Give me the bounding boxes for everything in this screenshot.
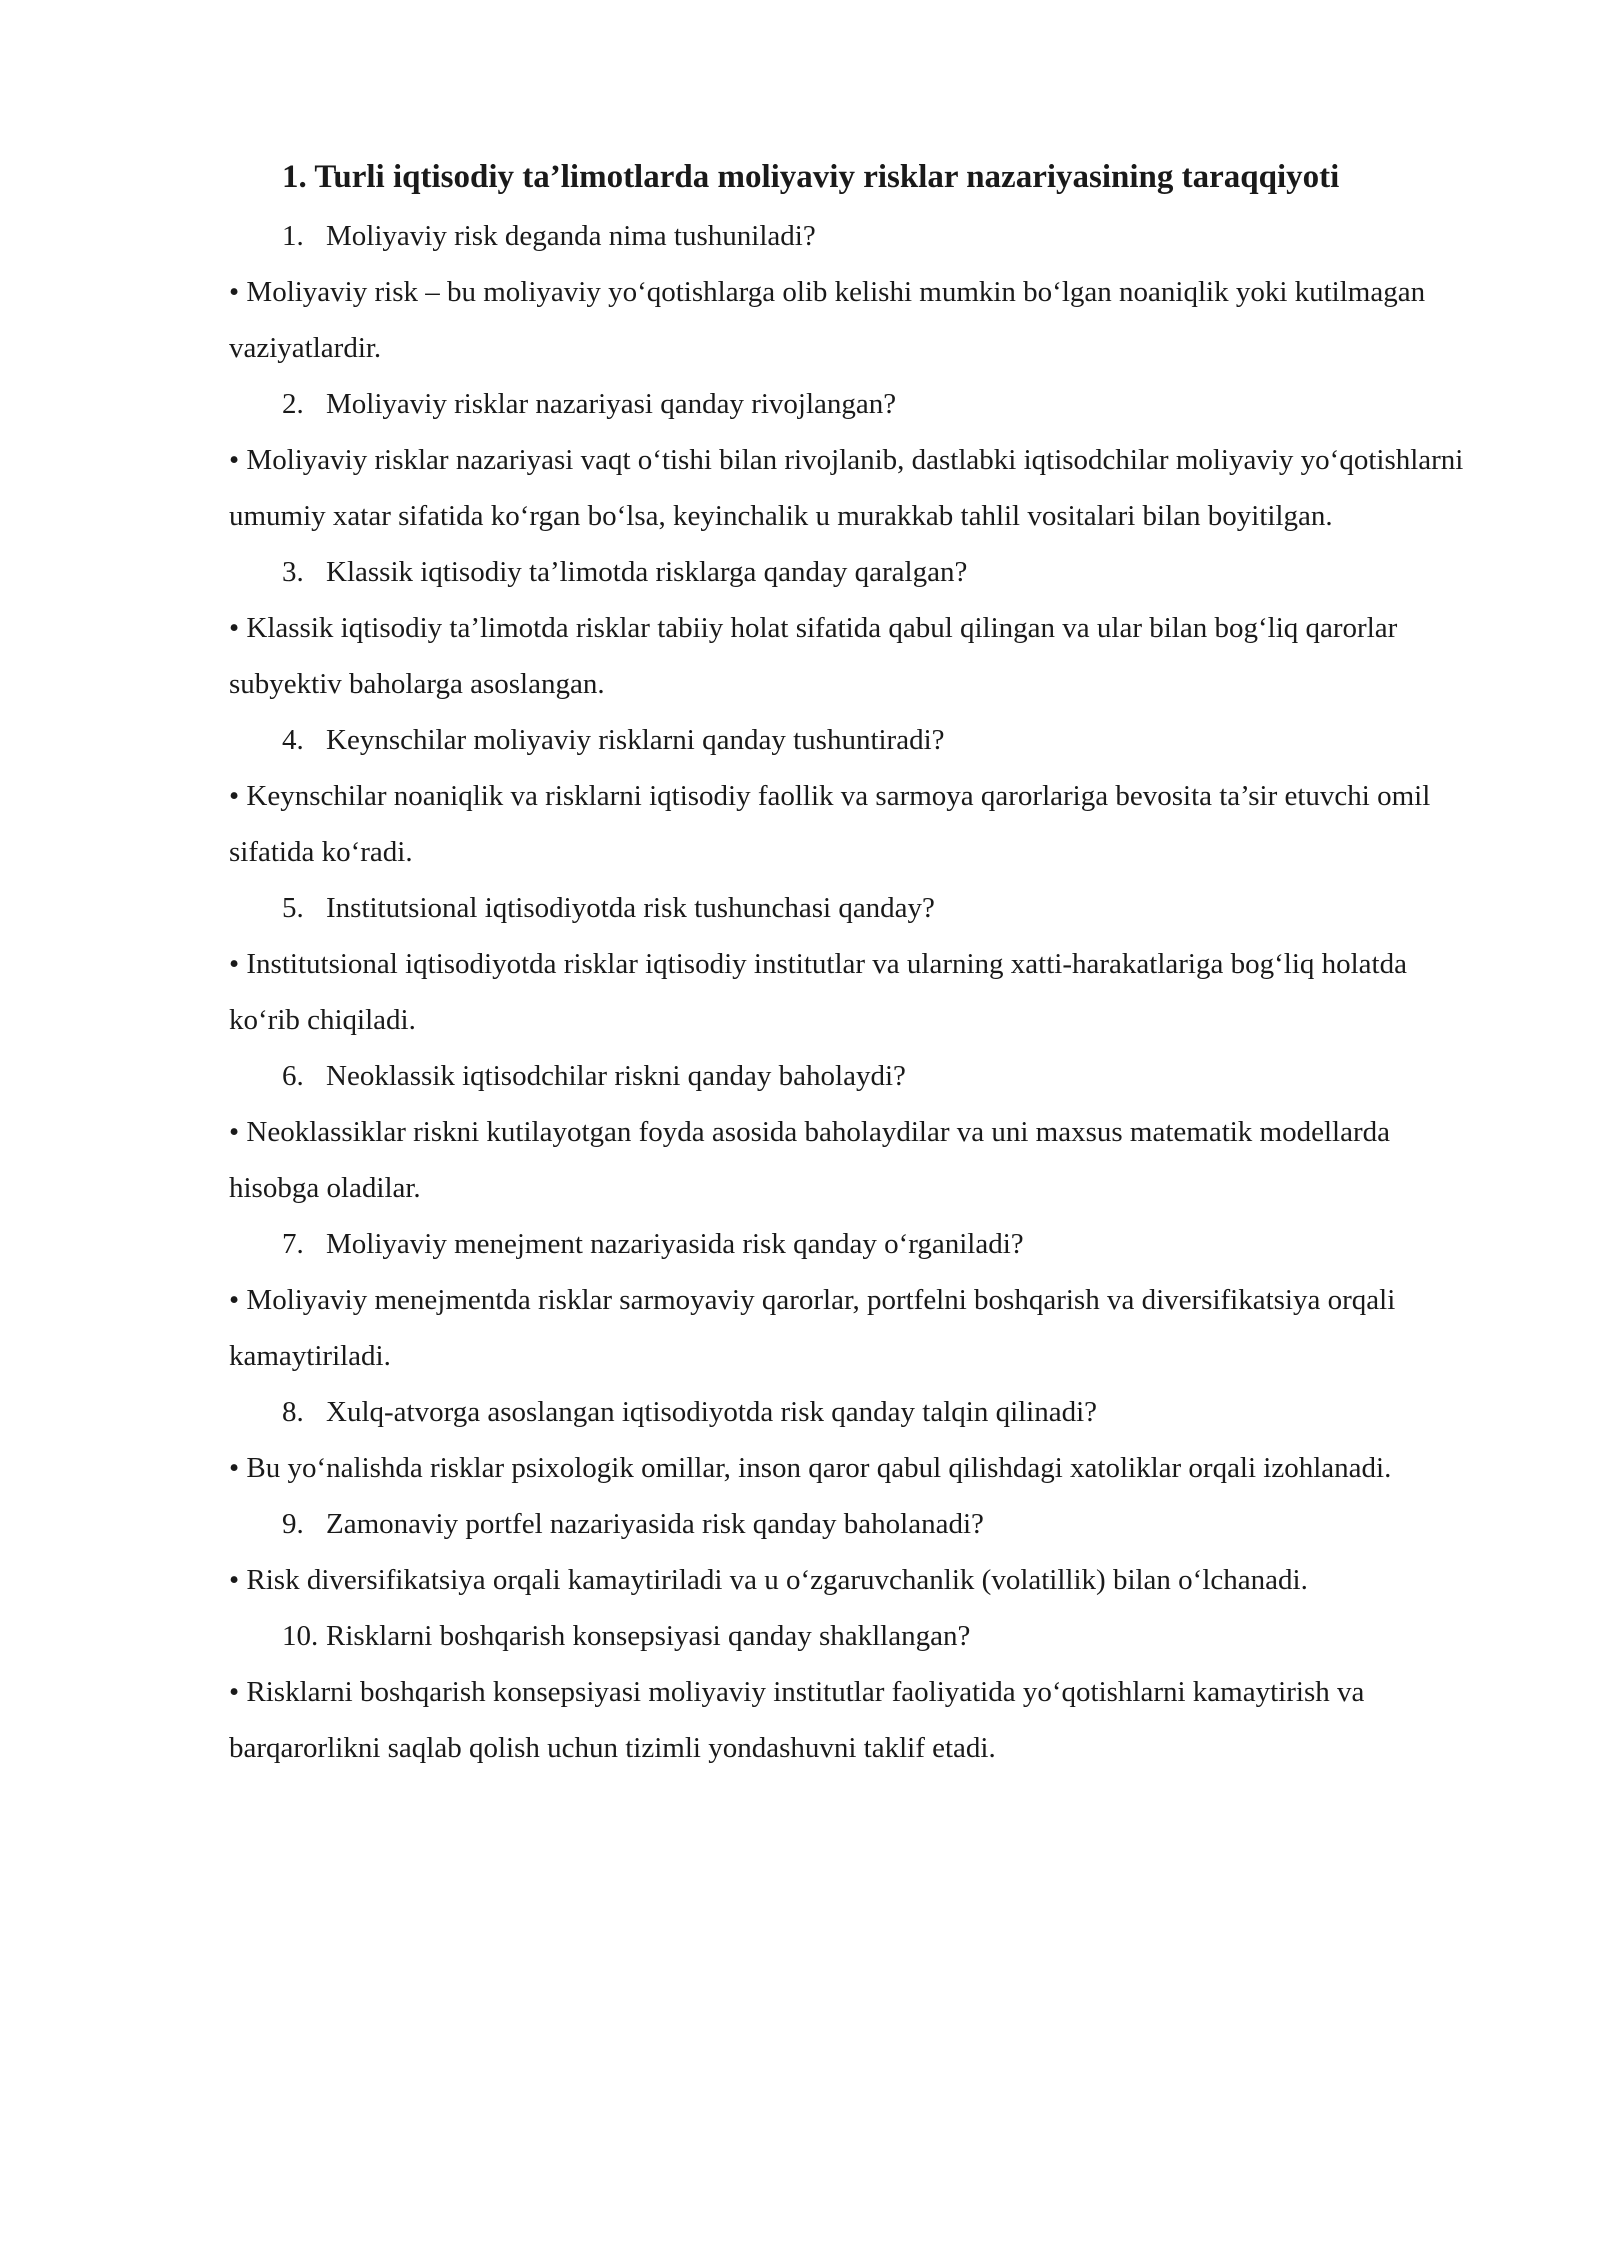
- answer-paragraph: • Institutsional iqtisodiyotda risklar iqtisodiy institutlar va ularning xatti-harakatlariga bog‘liq holatda ko‘rib chiqiladi.: [229, 948, 1407, 1036]
- question-number: 8.: [282, 1396, 304, 1428]
- qa-item: [229, 544, 1469, 712]
- qa-item: [229, 1384, 1469, 1496]
- question-number: 2.: [282, 388, 304, 420]
- qa-item: [229, 1496, 1469, 1608]
- question-line: [229, 880, 1469, 936]
- question-line: [229, 1216, 1469, 1272]
- answer-paragraph: • Moliyaviy risklar nazariyasi vaqt o‘tishi bilan rivojlanib, dastlabki iqtisodchilar moliyaviy yo‘qotishlarni umumiy xatar sifatida ko‘rgan bo‘lsa, keyinchalik u murakkab tahlil vositalari bilan boyitilgan.: [229, 444, 1464, 532]
- qa-item: [229, 880, 1469, 1048]
- qa-item: [229, 712, 1469, 880]
- qa-item: [229, 208, 1469, 376]
- question-number: 1.: [282, 220, 304, 252]
- qa-item: [229, 1216, 1469, 1384]
- qa-item: [229, 376, 1469, 544]
- question-line: [229, 712, 1469, 768]
- question-line: [229, 376, 1469, 432]
- question-number: 9.: [282, 1508, 304, 1540]
- question-text: Zamonaviy portfel nazariyasida risk qanday baholanadi?: [326, 1508, 984, 1540]
- question-line: [229, 1608, 1469, 1664]
- answer-paragraph: • Risklarni boshqarish konsepsiyasi moliyaviy institutlar faoliyatida yo‘qotishlarni kamaytirish va barqarorlikni saqlab qolish uchun tizimli yondashuvni taklif etadi.: [229, 1676, 1365, 1764]
- question-number: 7.: [282, 1228, 304, 1260]
- question-text: Institutsional iqtisodiyotda risk tushunchasi qanday?: [326, 892, 935, 924]
- question-line: [229, 544, 1469, 600]
- answer-paragraph: • Moliyaviy menejmentda risklar sarmoyaviy qarorlar, portfelni boshqarish va diversifikatsiya orqali kamaytiriladi.: [229, 1284, 1396, 1372]
- question-line: [229, 1384, 1469, 1440]
- question-number: 4.: [282, 724, 304, 756]
- question-text: Risklarni boshqarish konsepsiyasi qanday shakllangan?: [326, 1620, 971, 1652]
- question-text: Xulq-atvorga asoslangan iqtisodiyotda risk qanday talqin qilinadi?: [326, 1396, 1098, 1428]
- question-text: Klassik iqtisodiy ta’limotda risklarga qanday qaralgan?: [326, 556, 968, 588]
- answer-paragraph: • Bu yo‘nalishda risklar psixologik omillar, inson qaror qabul qilishdagi xatoliklar orqali izohlanadi.: [229, 1452, 1392, 1484]
- answer-paragraph: • Moliyaviy risk – bu moliyaviy yo‘qotishlarga olib kelishi mumkin bo‘lgan noaniqlik yoki kutilmagan vaziyatlardir.: [229, 276, 1426, 364]
- question-line: [229, 208, 1469, 264]
- question-text: Keynschilar moliyaviy risklarni qanday tushuntiradi?: [326, 724, 945, 756]
- question-text: Neoklassik iqtisodchilar riskni qanday baholaydi?: [326, 1060, 906, 1092]
- qa-list: [229, 208, 1469, 1776]
- answer-paragraph: • Klassik iqtisodiy ta’limotda risklar tabiiy holat sifatida qabul qilingan va ular bilan bog‘liq qarorlar subyektiv baholarga asoslangan.: [229, 612, 1398, 700]
- question-line: [229, 1048, 1469, 1104]
- question-number: 10.: [282, 1620, 319, 1652]
- question-text: Moliyaviy menejment nazariyasida risk qanday o‘rganiladi?: [326, 1228, 1024, 1260]
- answer-paragraph: • Neoklassiklar riskni kutilayotgan foyda asosida baholaydilar va uni maxsus matematik modellarda hisobga oladilar.: [229, 1116, 1391, 1204]
- document-title: 1. Turli iqtisodiy ta’limotlarda moliyaviy risklar nazariyasining taraqqiyoti: [282, 159, 1340, 195]
- question-number: 5.: [282, 892, 304, 924]
- answer-paragraph: • Keynschilar noaniqlik va risklarni iqtisodiy faollik va sarmoya qarorlariga bevosita ta’sir etuvchi omil sifatida ko‘radi.: [229, 780, 1431, 868]
- qa-item: [229, 1608, 1469, 1776]
- question-text: Moliyaviy risk deganda nima tushuniladi?: [326, 220, 816, 252]
- qa-item: [229, 1048, 1469, 1216]
- question-text: Moliyaviy risklar nazariyasi qanday rivojlangan?: [326, 388, 897, 420]
- question-number: 6.: [282, 1060, 304, 1092]
- answer-paragraph: • Risk diversifikatsiya orqali kamaytiriladi va u o‘zgaruvchanlik (volatillik) bilan o‘lchanadi.: [229, 1564, 1308, 1596]
- question-line: [229, 1496, 1469, 1552]
- document-body: [229, 150, 1469, 1776]
- question-number: 3.: [282, 556, 304, 588]
